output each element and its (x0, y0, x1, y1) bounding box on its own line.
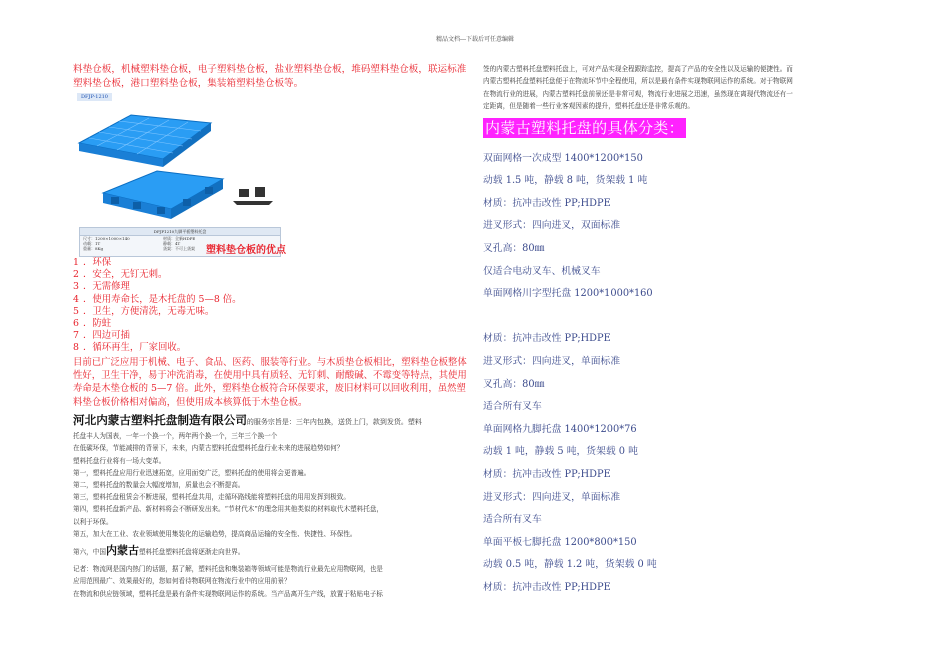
advantage-text: ．环保 (83, 257, 112, 268)
body-line: 塑料托盘行业将有一场大变革。 (73, 456, 166, 465)
page-header: 精品文档---下载后可任意编辑 (435, 36, 515, 43)
applications-paragraph: 目前已广泛应用于机械、电子、食品、医药、服装等行业。与木质垫仓板相比，塑料垫仓板整体性好，卫生干净，易于冲洗消毒，在使用中具有质轻、无钉刺、耐酸碱、不霉变等特点，其使用寿命是木垫仓板的 5—7 倍。此外，塑料垫仓板符合环保要求，废旧材料可以回收利用，虽然塑料垫仓板价格相对偏高，但使用成本核算低于木垫仓板。 (73, 356, 467, 408)
body-line: 内蒙古塑料托盘塑料托盘便于在物流环节中全程使用，所以是最有条件实现物联网运作的系统。对于物联网 (483, 77, 793, 86)
advantage-number: 3 (73, 281, 79, 293)
advantage-text: ．无需修理 (83, 281, 130, 293)
spec-line: 材质：抗冲击改性 PP;HDPE (483, 197, 611, 209)
advantage-item (73, 294, 471, 306)
spec-line: 适合所有叉车 (483, 514, 542, 526)
sixth-highlight: 内蒙古 (105, 544, 139, 558)
spec-line: 动载 1 吨，静载 5 吨，货架载 0 吨 (483, 446, 638, 458)
advantage-number: 6 (73, 318, 79, 330)
advantages-list (73, 257, 471, 355)
body-line: 定距离，但是随着一些行业客观因素的提升，塑料托盘还是非常乐观的。 (483, 102, 694, 111)
spec-line: 仅适合电动叉车、机械叉车 (483, 265, 601, 277)
company-line-tail: 的服务宗旨是：三年内包换，送货上门，款到发货。塑料 (246, 418, 422, 427)
spec-cell: 静载：4T (163, 241, 181, 246)
spec-cell: 动载：1T (83, 241, 101, 246)
classification-heading: 内蒙古塑料托盘的具体分类： (485, 118, 684, 137)
spec-line: 动载 1.5 吨，静载 8 吨，货架载 1 吨 (483, 175, 648, 187)
spec-line: 适合所有叉车 (483, 401, 542, 413)
advantage-text: ．循环再生，厂家回收。 (83, 342, 187, 354)
advantage-text: ．防蛀 (83, 318, 112, 330)
advantage-item (73, 342, 471, 354)
sixth-point (73, 545, 471, 558)
spec-line: 动载 0.5 吨，静载 1.2 吨，货架载 0 吨 (483, 559, 657, 571)
spec-line: 单面平板七脚托盘 1200*800*150 (483, 536, 637, 548)
spec-cell: 材质：全新HDPE (163, 236, 196, 241)
spec-line: 单面网格川字型托盘 1200*1000*160 (483, 288, 653, 300)
body-line: 签的内蒙古塑料托盘塑料托盘上，可对产品实现全程跟踪监控，提高了产品的安全性以及运输的便捷性。而 (483, 65, 793, 73)
product-image-area (73, 93, 471, 257)
spec-line: 材质：抗冲击改性 PP;HDPE (483, 581, 611, 593)
advantage-item (73, 257, 471, 269)
advantage-number: 1 (73, 257, 79, 268)
spec-cell: 货架：不可上货架 (163, 246, 195, 251)
interview-text (73, 563, 471, 600)
classification-list (483, 148, 883, 600)
advantage-text: ．卫生，方便清洗，无毒无味。 (83, 305, 215, 317)
sixth-suffix: 塑料托盘塑料托盘将逐渐走向世界。 (138, 548, 245, 557)
pallet-image (73, 101, 278, 227)
body-line: 第五，加大在工业、农业领域使用集装化的运输趋势，提高商品运输的安全性、快捷性、环保性。 (73, 529, 357, 538)
body-line: 第一，塑料托盘应用行业迅速拓宽，应用面变广泛，塑料托盘的使用将会更普遍。 (73, 468, 311, 477)
advantage-text: ．四边可插 (83, 330, 130, 342)
body-line: 以利于环保。 (73, 517, 113, 526)
blank-line (483, 306, 883, 329)
iot-paragraph (483, 63, 883, 113)
spec-line: 双面网格一次成型 1400*1200*150 (483, 152, 643, 164)
advantage-text: ．使用寿命长，是木托盘的 5—8 倍。 (83, 293, 242, 305)
advantage-item (73, 306, 471, 318)
product-model-label: DFJP-1210 (77, 93, 112, 101)
company-line (73, 412, 471, 430)
advantage-number: 7 (73, 330, 79, 342)
company-name: 河北内蒙古塑料托盘制造有限公司 (73, 413, 247, 428)
body-line: 托盘丰人为国表，一年一个换一个，两年两个换一个，三年三个换一个 (73, 432, 278, 441)
advantage-item (73, 269, 471, 281)
body-line: 第二，塑料托盘的数量会大幅度增加，质量也会不断提高。 (73, 481, 245, 490)
advantage-number: 4 (73, 293, 79, 305)
advantages-title: 塑料垫仓板的优点 (206, 245, 286, 256)
advantage-number: 2 (73, 269, 79, 281)
body-line: 应用范围最广、效果最好的，您如何看待物联网在物流行业中的应用前景？ (73, 577, 291, 586)
spec-line: 叉孔高：80㎜ (483, 243, 545, 254)
body-line: 在物流行业的进展，内蒙古塑料托盘前景还是非常可观，物流行业进展之迅速，虽然现在离现代物流还有一 (483, 89, 793, 98)
body-line: 第四，塑料托盘新产品、新材料将会不断研发出来。“节材代木”的理念用其他类似的材料取代木塑料托盘， (73, 505, 384, 514)
spec-line: 材质：抗冲击改性 PP;HDPE (483, 333, 611, 345)
advantage-item (73, 330, 471, 342)
spec-line: 进叉形式：四向进叉，单面标准 (483, 355, 621, 367)
left-column (73, 63, 471, 600)
spec-line: 材质：抗冲击改性 PP;HDPE (483, 468, 611, 480)
spec-line: 叉孔高：80㎜ (483, 378, 545, 390)
spec-line: 进叉形式：四向进叉，双面标准 (483, 220, 621, 232)
spec-cell: 尺寸：1200×1000×140 (83, 236, 130, 241)
right-column (483, 63, 883, 600)
body-line: 第三，塑料托盘租赁会不断进展，塑料托盘共用，走循环路线能将塑料托盘的用用发挥到极致。 (73, 493, 350, 502)
spec-cell: 重量：8Kg (83, 246, 104, 251)
advantage-number: 8 (73, 342, 79, 354)
spec-table-title: DFJP1210九脚平板塑料托盘 (80, 228, 280, 236)
sixth-prefix: 第六，中国 (73, 548, 106, 557)
body-line: 在物流和供应链领域，塑料托盘是最有条件实现物联网运作的系统。当产品离开生产线，放置于粘贴电子标 (73, 589, 383, 598)
advantage-number: 5 (73, 305, 79, 317)
advantage-text: ．安全，无钉无刺。 (83, 269, 168, 281)
advantage-item (73, 318, 471, 330)
industry-outlook (73, 430, 471, 540)
intro-text: 料垫仓板，机械塑料垫仓板，电子塑料垫仓板，盐业塑料垫仓板，堆码塑料垫仓板，联运标准塑料垫仓板，港口塑料垫仓板，集装箱塑料垫仓板等。 (73, 64, 467, 89)
spec-line: 单面网格九脚托盘 1400*1200*76 (483, 423, 637, 435)
body-line: 记者：物流网是国内热门的话题，据了解，塑料托盘和集装箱等领域可能是物流行业最先应用物联网，也是 (73, 565, 383, 574)
spec-line: 进叉形式：四向进叉，单面标准 (483, 491, 621, 503)
advantage-item (73, 281, 471, 293)
body-line: 在低碳环保，节能减排的背景下，未来，内蒙古塑料托盘塑料托盘行业未来的进展趋势如何？ (73, 444, 344, 453)
